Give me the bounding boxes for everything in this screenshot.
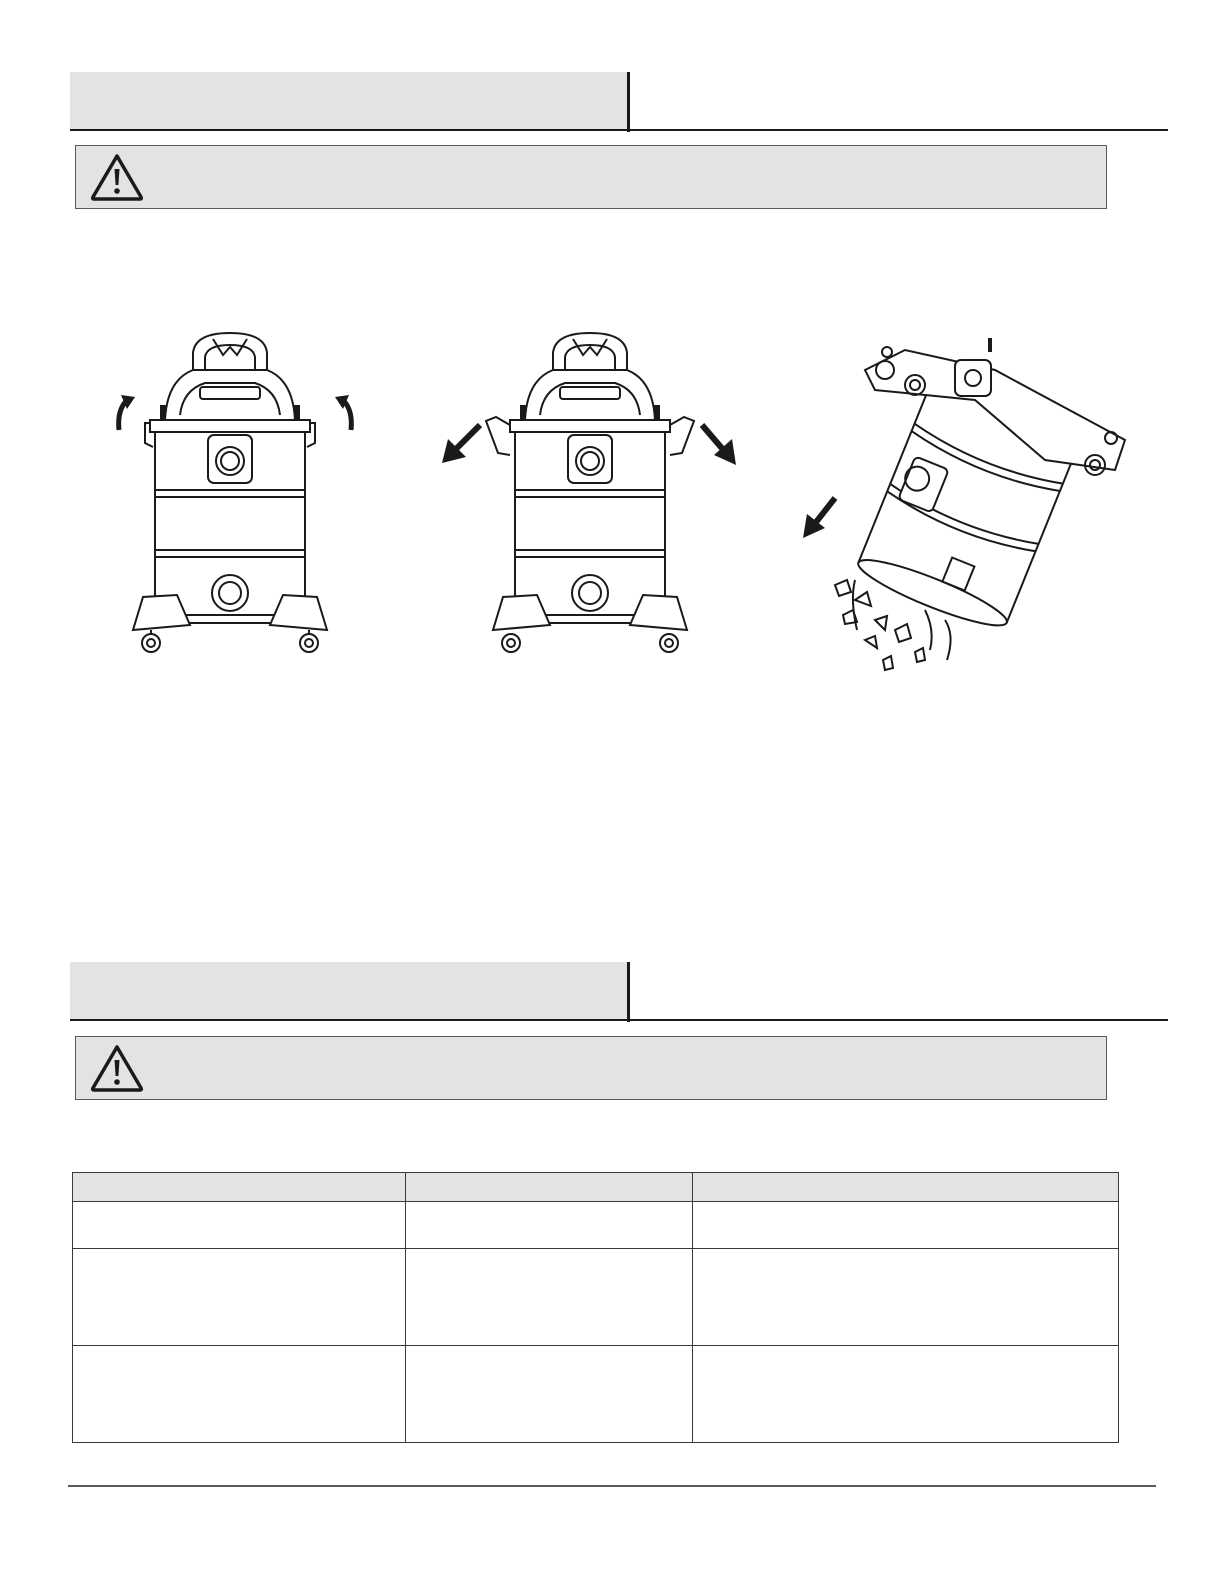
tab-divider	[627, 962, 630, 1022]
table-header-cell	[406, 1173, 693, 1202]
table-cell	[73, 1346, 406, 1443]
table-cell	[406, 1249, 693, 1346]
table-cell	[693, 1202, 1119, 1249]
section-tab-1	[70, 72, 628, 130]
section-header-1	[70, 72, 1168, 132]
table-header-cell	[73, 1173, 406, 1202]
troubleshooting-table	[72, 1172, 1119, 1443]
table-row	[73, 1346, 1119, 1443]
shop-vac-release-latches-illustration	[105, 325, 355, 665]
table-cell	[693, 1249, 1119, 1346]
table-cell	[693, 1346, 1119, 1443]
table-header-cell	[693, 1173, 1119, 1202]
warning-box-1	[75, 145, 1107, 209]
warning-triangle-icon	[90, 152, 144, 202]
warning-triangle-icon	[90, 1043, 144, 1093]
footer-rule	[68, 1485, 1156, 1487]
section-rule	[70, 1019, 1168, 1021]
table-cell	[73, 1202, 406, 1249]
tab-divider	[627, 72, 630, 132]
table-row	[73, 1249, 1119, 1346]
section-tab-2	[70, 962, 628, 1020]
section-rule	[70, 129, 1168, 131]
table-cell	[406, 1202, 693, 1249]
table-row	[73, 1202, 1119, 1249]
table-header-row	[73, 1173, 1119, 1202]
table-cell	[73, 1249, 406, 1346]
shop-vac-remove-lid-illustration	[438, 325, 743, 665]
section-header-2	[70, 962, 1168, 1022]
warning-box-2	[75, 1036, 1107, 1100]
shop-vac-empty-drum-illustration	[795, 330, 1145, 680]
table-cell	[406, 1346, 693, 1443]
